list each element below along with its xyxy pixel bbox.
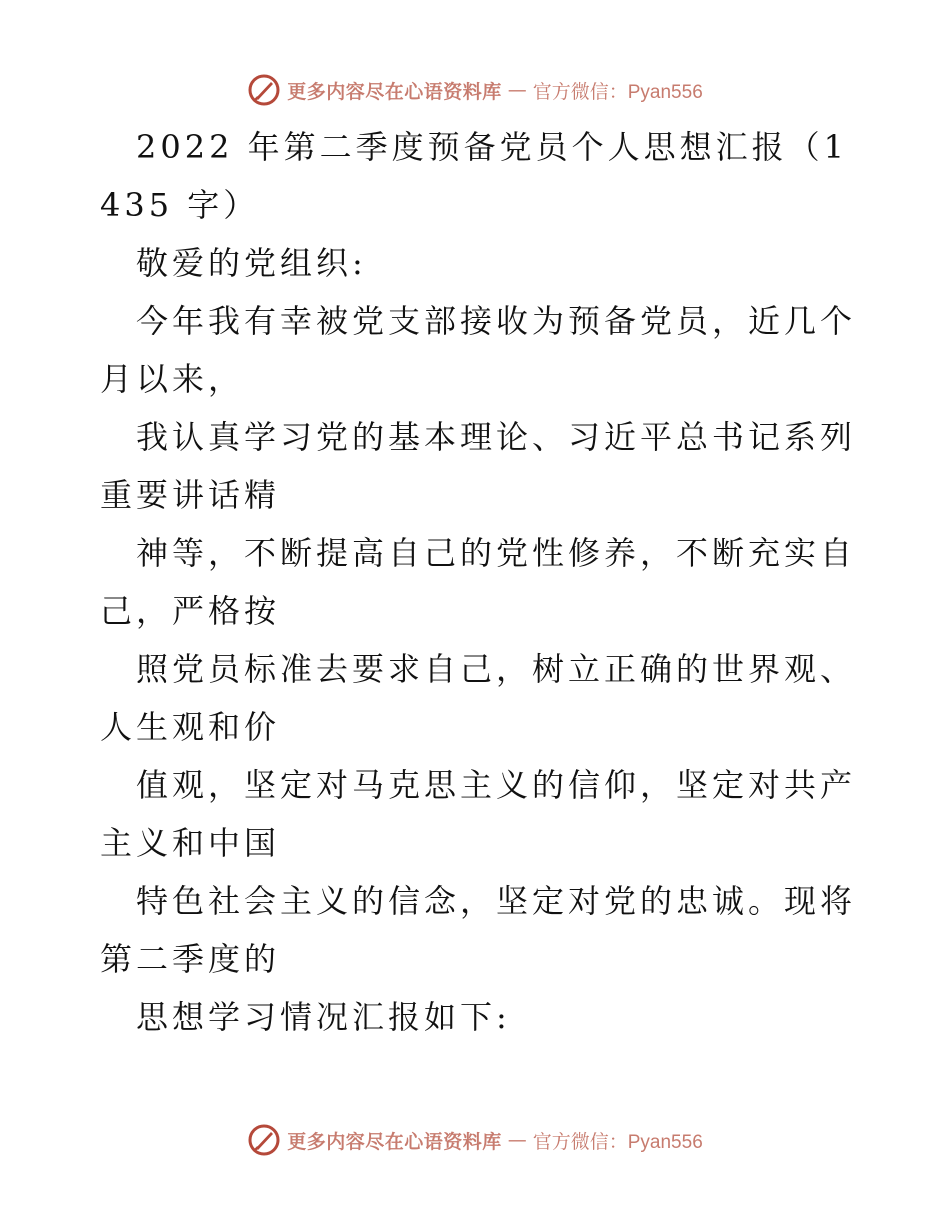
- watermark-contact: 官方微信：Pyan556: [532, 81, 703, 103]
- document-title: 2022 年第二季度预备党员个人思想汇报（1435 字）: [100, 128, 848, 224]
- body-paragraph: 思想学习情况汇报如下:: [136, 998, 511, 1036]
- footer-watermark: [0, 1120, 950, 1160]
- watermark-text: 更多内容尽在心语资料库: [287, 1130, 502, 1153]
- watermark-contact: 官方微信：Pyan556: [532, 1131, 703, 1153]
- body-paragraph: 特色社会主义的信念，坚定对党的忠诚。现将第二季度的: [100, 882, 857, 978]
- watermark-text: 更多内容尽在心语资料库: [287, 80, 502, 103]
- body-paragraph: 神等，不断提高自己的党性修养，不断充实自己，严格按: [100, 534, 857, 630]
- quill-logo-icon: [247, 73, 281, 107]
- body-paragraph: 今年我有幸被党支部接收为预备党员，近几个月以来，: [100, 302, 857, 398]
- document-body: [100, 118, 860, 1046]
- body-paragraph: 我认真学习党的基本理论、习近平总书记系列重要讲话精: [100, 418, 857, 514]
- quill-logo-icon: [247, 1123, 281, 1157]
- body-paragraph: 照党员标准去要求自己，树立正确的世界观、人生观和价: [100, 650, 857, 746]
- watermark-separator: —: [507, 1129, 527, 1151]
- body-paragraph: 值观，坚定对马克思主义的信仰，坚定对共产主义和中国: [100, 766, 857, 862]
- watermark-separator: —: [507, 79, 527, 101]
- salutation: 敬爱的党组织:: [136, 244, 367, 282]
- header-watermark: [0, 70, 950, 110]
